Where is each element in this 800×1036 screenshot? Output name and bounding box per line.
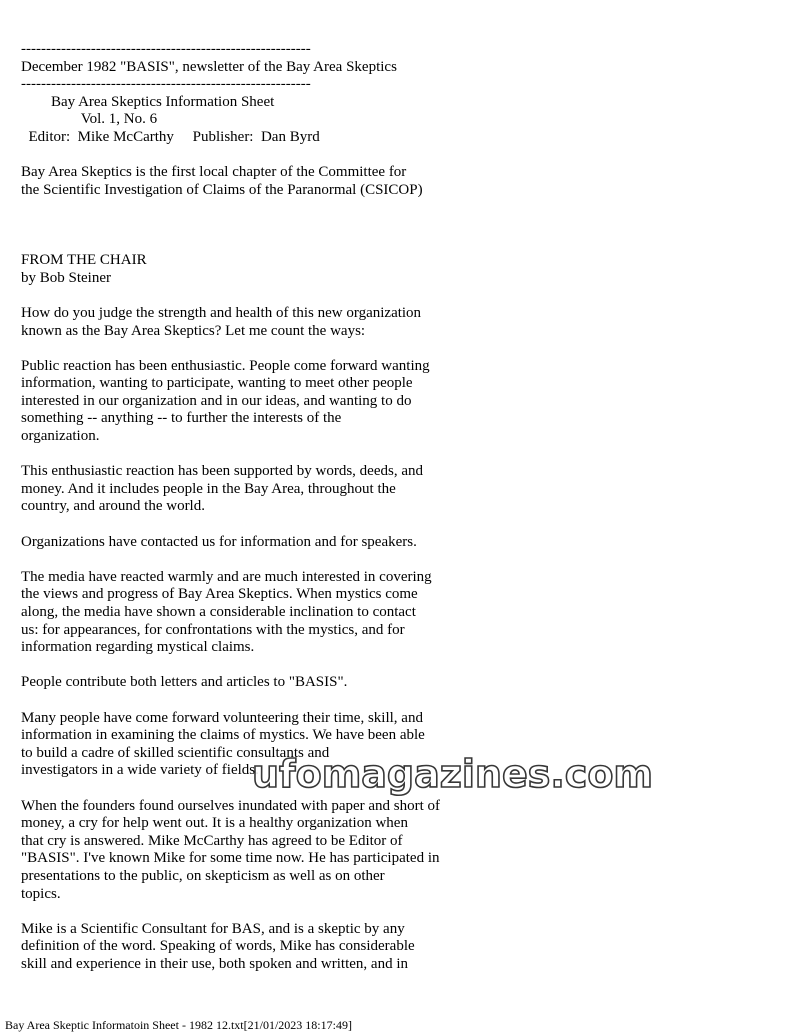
paragraph: People contribute both letters and articles to "BASIS".	[21, 674, 348, 691]
article-heading: FROM THE CHAIR	[21, 252, 147, 269]
intro-line-1: Bay Area Skeptics is the first local chapter of the Committee for	[21, 164, 407, 181]
intro-line-2: the Scientific Investigation of Claims of the Paranormal (CSICOP)	[21, 181, 423, 198]
header-rule-bottom: ----------------------------------------------------------	[21, 76, 311, 93]
volume-line: Vol. 1, No. 6	[21, 111, 158, 128]
newsletter-line: December 1982 "BASIS", newsletter of the Bay Area Skeptics	[21, 58, 397, 75]
sheet-title: Bay Area Skeptics Information Sheet	[21, 93, 275, 110]
page-footer: Bay Area Skeptic Informatoin Sheet - 1982 12.txt[21/01/2023 18:17:49]	[5, 1018, 352, 1032]
paragraph: How do you judge the strength and health of this new organization known as the Bay Area Skeptics? Let me count the ways:	[21, 304, 422, 339]
article-byline: by Bob Steiner	[21, 269, 111, 286]
paragraph: This enthusiastic reaction has been supported by words, deeds, and money. And it includes people in the Bay Area, throughout the country, and around the world.	[21, 463, 423, 515]
paragraph: When the founders found ourselves inundated with paper and short of money, a cry for help went out. It is a healthy organization when that cry is answered. Mike McCarthy has agreed to be Editor of "BASIS". I've known Mike for some time now. He has participated in presentations to the public, on skepticism as well as on other topics.	[21, 797, 441, 902]
credits-line: Editor: Mike McCarthy Publisher: Dan Byrd	[21, 128, 320, 145]
paragraph: Organizations have contacted us for information and for speakers.	[21, 533, 417, 550]
paragraph: Public reaction has been enthusiastic. People come forward wanting information, wanting to participate, wanting to meet other people interested in our organization and in our ideas, and wanting to do something -- anything -- to further the interests of the organization.	[21, 357, 430, 445]
paragraph: Many people have come forward volunteering their time, skill, and information in examining the claims of mystics. We have been able to build a cadre of skilled scientific consultants and investigators in a wide variety of fields.	[21, 709, 425, 779]
paragraph: The media have reacted warmly and are much interested in covering the views and progress of Bay Area Skeptics. When mystics come along, the media have shown a considerable inclination to contact us: for appearances, for confrontations with the mystics, and for information regarding mystical claims.	[21, 568, 432, 656]
paragraph: Mike is a Scientific Consultant for BAS, and is a skeptic by any definition of the word. Speaking of words, Mike has considerable skill and experience in their use, both spoken and written, and in	[21, 920, 415, 972]
document-body	[21, 41, 781, 973]
header-rule-top: ----------------------------------------------------------	[21, 41, 311, 57]
watermark-logo: ufomagazines.com	[252, 752, 654, 796]
